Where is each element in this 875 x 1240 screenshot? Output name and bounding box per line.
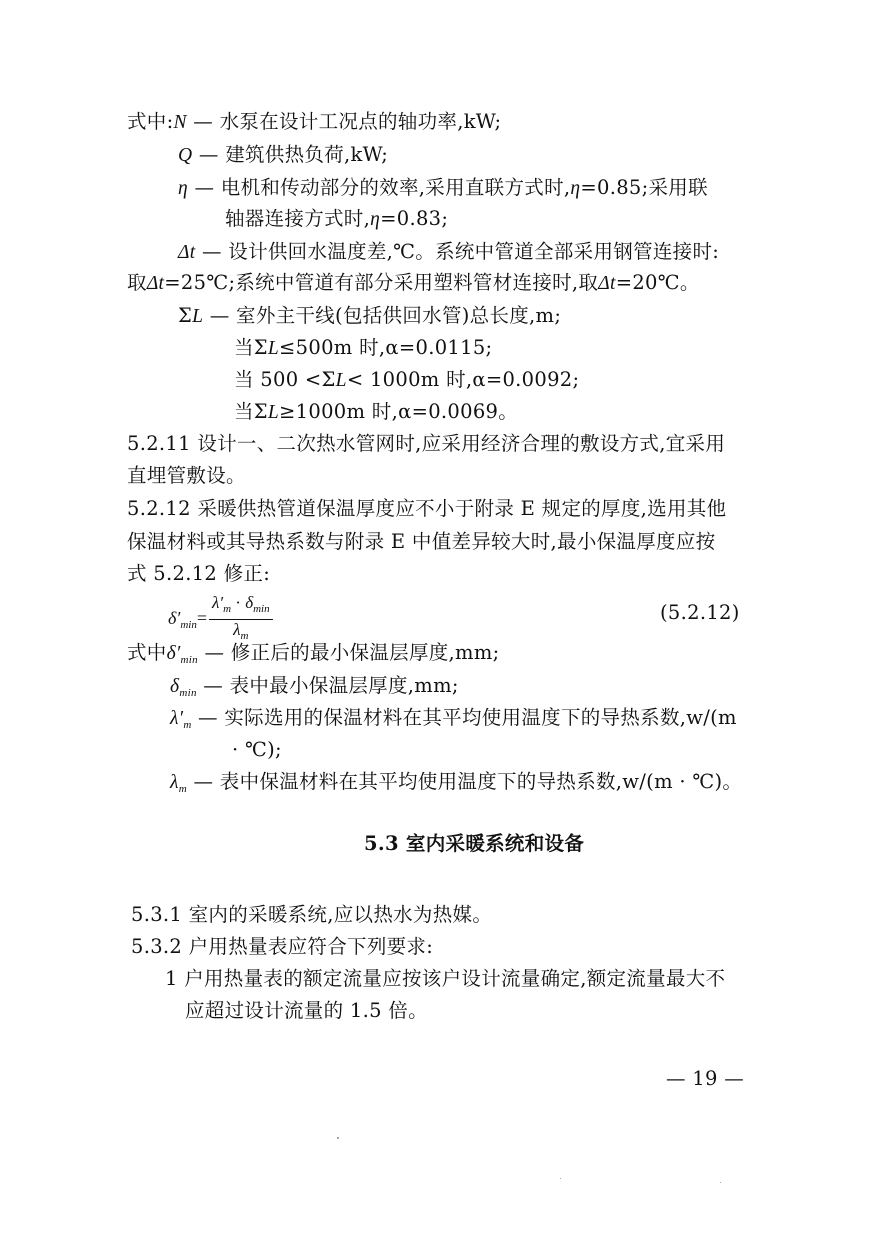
condition-text: 当 500 <Σ xyxy=(234,368,336,391)
definition-text: =0.85;采用联 xyxy=(580,176,708,199)
symbol-l: L xyxy=(335,370,347,391)
sigma-symbol: Σ xyxy=(178,304,193,327)
where-prefix: 式中: xyxy=(127,110,174,133)
condition-line-1 xyxy=(234,335,492,362)
condition-text: 当Σ xyxy=(234,400,268,423)
where-clause-sum-l xyxy=(178,303,561,330)
definition-text: =20℃。 xyxy=(615,271,700,294)
symbol-delta: δ xyxy=(170,676,180,697)
where-clause-delta-min xyxy=(170,673,459,706)
subscript-min: min xyxy=(179,687,197,699)
eq-den-lambda: λ xyxy=(233,620,241,639)
clause-5-2-11-cont: 直埋管敷设。 xyxy=(127,464,246,487)
eq-num-delta: δ xyxy=(245,593,254,612)
where-clause-delta-min-prime xyxy=(127,640,500,673)
condition-text: < 1000m 时,α=0.0092; xyxy=(346,368,580,391)
symbol-lambda-prime: λ′ xyxy=(170,708,184,729)
clause-5-2-12-cont-2: 式 5.2.12 修正: xyxy=(127,562,271,585)
eq-lhs-symbol: δ′ xyxy=(168,608,181,629)
list-item-1: 1 户用热量表的额定流量应按该户设计流量确定,额定流量最大不 xyxy=(165,967,726,990)
symbol-q: Q xyxy=(178,145,193,166)
condition-text: 当Σ xyxy=(234,336,268,359)
eq-lhs-subscript: min xyxy=(180,619,197,632)
condition-text: ≤500m 时,α=0.0115; xyxy=(279,336,493,359)
clause-5-3-2: 5.3.2 户用热量表应符合下列要求: xyxy=(131,935,434,958)
definition-text: — 室外主干线(包括供回水管)总长度,m; xyxy=(203,304,562,327)
where-clause-delta-t xyxy=(178,239,719,266)
clause-5-2-11: 5.2.11 设计一、二次热水管网时,应采用经济合理的敷设方式,宜采用 xyxy=(127,432,726,455)
condition-line-3 xyxy=(234,399,518,426)
symbol-l: L xyxy=(267,402,280,423)
eq-num-lambda: λ′ xyxy=(211,593,224,612)
condition-text: ≥1000m 时,α=0.0069。 xyxy=(279,400,519,423)
subscript-m: m xyxy=(183,719,192,731)
symbol-delta-t: Δt xyxy=(146,273,165,294)
list-item-1-cont: 应超过设计流量的 1.5 倍。 xyxy=(185,999,428,1022)
eq-numerator xyxy=(209,594,273,620)
where-clause-delta-t-cont xyxy=(127,270,700,297)
symbol-l: L xyxy=(192,306,204,327)
clause-5-2-12-cont-1: 保温材料或其导热系数与附录 E 中值差异较大时,最小保温厚度应按 xyxy=(127,530,716,553)
symbol-delta-t: Δt xyxy=(598,273,616,294)
symbol-eta: η xyxy=(370,209,381,230)
eq-num-dot: · xyxy=(231,593,246,612)
where-clause-q xyxy=(178,142,388,169)
definition-text: — 水泵在设计工况点的轴功率,kW; xyxy=(186,110,502,133)
definition-text: =25℃;系统中管道有部分采用塑料管材连接时,取 xyxy=(164,271,599,294)
equation-5-2-12 xyxy=(168,594,273,646)
symbol-n: N xyxy=(173,112,187,133)
symbol-delta-t: Δt xyxy=(178,242,196,263)
definition-text: — 修正后的最小保温层厚度,mm; xyxy=(197,641,500,664)
clause-5-2-12: 5.2.12 采暖供热管道保温厚度应不小于附录 E 规定的厚度,选用其他 xyxy=(127,497,727,520)
definition-text: — 设计供回水温度差,℃。系统中管道全部采用钢管连接时: xyxy=(195,240,720,263)
scan-speck xyxy=(337,1137,339,1139)
eq-num-delta-sub: min xyxy=(253,603,270,615)
where-clause-lambda-prime-cont: · ℃); xyxy=(232,738,282,761)
page-number: — 19 — xyxy=(666,1067,745,1090)
condition-line-2 xyxy=(234,367,579,394)
equation-number: (5.2.12) xyxy=(660,601,740,624)
where-clause-eta-cont xyxy=(225,206,448,233)
definition-text: — 表中最小保温层厚度,mm; xyxy=(196,674,459,697)
definition-text: 轴器连接方式时, xyxy=(225,207,371,230)
clause-5-3-1: 5.3.1 室内的采暖系统,应以热水为热媒。 xyxy=(131,903,493,926)
where-clause-n xyxy=(127,109,501,136)
section-heading: 5.3 室内采暖系统和设备 xyxy=(364,832,585,855)
where-prefix: 式中 xyxy=(127,641,167,664)
symbol-delta-prime: δ′ xyxy=(166,643,181,664)
subscript-m: m xyxy=(178,783,187,795)
definition-text: — 电机和传动部分的效率,采用直联方式时, xyxy=(187,176,571,199)
where-clause-eta xyxy=(178,175,708,202)
definition-text: 取 xyxy=(127,271,147,294)
symbol-eta: η xyxy=(570,178,581,199)
symbol-eta: η xyxy=(178,178,188,199)
definition-text: — 建筑供热负荷,kW; xyxy=(192,143,389,166)
eq-den-lambda-sub: m xyxy=(240,630,249,642)
scan-speck xyxy=(560,1178,561,1179)
eq-equals: = xyxy=(196,608,207,629)
scan-speck xyxy=(720,1182,721,1183)
symbol-l: L xyxy=(267,338,280,359)
eq-fraction xyxy=(209,594,273,646)
symbol-lambda: λ xyxy=(170,772,179,793)
eq-num-lambda-sub: m xyxy=(223,603,232,615)
definition-text: — 实际选用的保温材料在其平均使用温度下的导热系数,w/(m xyxy=(191,706,737,729)
definition-text: — 表中保温材料在其平均使用温度下的导热系数,w/(m · ℃)。 xyxy=(187,770,743,793)
where-clause-lambda-prime xyxy=(170,705,737,738)
subscript-min: min xyxy=(180,654,198,666)
where-clause-lambda xyxy=(170,769,742,802)
definition-text: =0.83; xyxy=(380,207,449,230)
